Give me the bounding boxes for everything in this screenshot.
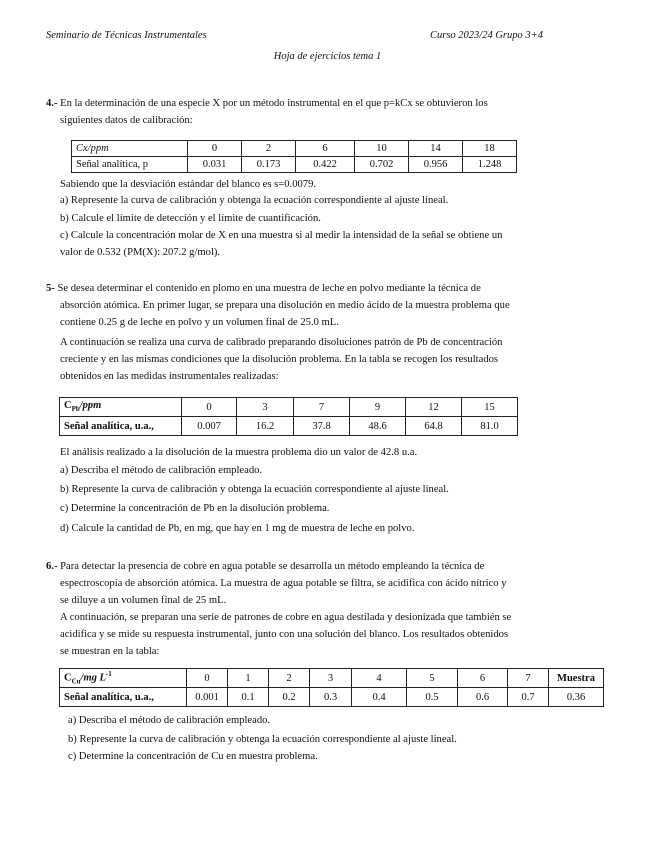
q6-text-1: Para detectar la presencia de cobre en agua potable se desarrolla un método empleando la técnica de [60,561,485,572]
q5-row2-label: Señal analítica, u.a., [60,417,182,436]
q4-number: 4.- [46,98,58,109]
q4-note: Sabiendo que la desviación estándar del blanco es s=0.0079. [60,179,317,190]
table-cell: 0.36 [549,688,604,707]
q5-line2: absorción atómica. En primer lugar, se prepara una disolución en medio ácido de la muestra problema que [60,300,510,311]
table-cell: 0.173 [242,157,296,173]
q6-item-a: a) Describa el método de calibración empleado. [68,715,271,726]
header-seminar: Seminario de Técnicas Instrumentales [46,30,207,41]
q5-item-b: b) Represente la curva de calibración y obtenga la ecuación correspondiente al ajuste lineal. [60,484,449,495]
q6-row1-label-main: C [64,672,72,684]
q6-line6: se muestran en la tabla: [60,646,160,657]
table-cell: 0.031 [188,157,242,173]
q6-row2-label: Señal analítica, u.a., [60,688,187,707]
q5-line5: creciente y en las mismas condiciones que la disolución problema. En la tabla se recogen los resultados [60,354,499,365]
table-row [72,141,517,157]
q4-item-c-line1: c) Calcule la concentración molar de X en una muestra si al medir la intensidad de la señal se obtiene un [60,230,503,241]
table-cell: 2 [242,141,296,157]
table-cell-muestra: Muestra [549,669,604,688]
header-course: Curso 2023/24 Grupo 3+4 [430,30,543,41]
q5-number: 5- [46,283,55,294]
table-cell: 64.8 [406,417,462,436]
table-cell: 7 [294,398,350,417]
table-cell: 0.6 [458,688,508,707]
q5-text-1: Se desea determinar el contenido en plomo en una muestra de leche en polvo mediante la técnica de [57,283,481,294]
q5-line1 [46,280,594,297]
table-cell: 37.8 [294,417,350,436]
q5-calibration-table [59,397,518,436]
table-cell: 0.2 [269,688,310,707]
q4-item-c-line2: valor de 0.532 (PM(X): 207.2 g/mol). [60,247,221,258]
q5-line3: contiene 0.25 g de leche en polvo y un volumen final de 25.0 mL. [60,317,339,328]
q4-row1-label: Cx/ppm [72,141,188,157]
table-cell: 3 [237,398,294,417]
table-cell: 81.0 [462,417,518,436]
q5-row1-label-unit: /ppm [79,400,102,412]
table-cell: 7 [508,669,549,688]
q5-row1-label [60,398,182,417]
page-subtitle: Hoja de ejercicios tema 1 [273,51,382,62]
q6-line5: acidifica y se mide su respuesta instrumental, junto con una solución del blanco. Los resultados obtenidos [60,629,509,640]
q5-line6: obtenidos en las medidas instrumentales realizadas: [60,371,279,382]
q4-row2-label: Señal analítica, p [72,157,188,173]
table-cell: 0.4 [352,688,407,707]
q5-row1-label-sub: Pb [71,405,80,414]
q5-item-a: a) Describa el método de calibración empleado. [60,465,263,476]
table-cell: 0.7 [508,688,549,707]
table-cell: 0 [187,669,228,688]
q4-item-a: a) Represente la curva de calibración y obtenga la ecuación correspondiente al ajuste lineal. [60,195,449,206]
table-cell: 0.3 [310,688,352,707]
q4-intro-text-1: En la determinación de una especie X por un método instrumental en el que p=kCx se obtuvieron los [60,98,488,109]
table-cell: 0.422 [296,157,355,173]
table-cell: 0 [182,398,237,417]
q6-item-c: c) Determine la concentración de Cu en muestra problema. [68,751,318,762]
q4-calibration-table [71,140,517,173]
table-cell: 0.702 [355,157,409,173]
q6-number: 6.- [46,561,58,572]
q5-item-c: c) Determine la concentración de Pb en la disolución problema. [60,503,330,514]
table-cell: 1.248 [463,157,517,173]
q6-row1-label-unit: /mg L [80,672,106,684]
table-row [60,398,518,417]
table-cell: 0.007 [182,417,237,436]
table-row [60,688,604,707]
table-row [72,157,517,173]
table-cell: 9 [350,398,406,417]
table-cell: 12 [406,398,462,417]
q5-line4: A continuación se realiza una curva de calibrado preparando disoluciones patrón de Pb de concentración [60,337,503,348]
table-cell: 48.6 [350,417,406,436]
table-row [60,417,518,436]
table-row [60,669,604,688]
table-cell: 0.001 [187,688,228,707]
table-cell: 0 [188,141,242,157]
table-cell: 15 [462,398,518,417]
q6-line4: A continuación, se preparan una serie de patrones de cobre en agua destilada y desionizada que también se [60,612,512,623]
table-cell: 4 [352,669,407,688]
q6-line3: se diluye a un volumen final de 25 mL. [60,595,227,606]
table-cell: 0.5 [407,688,458,707]
q5-note: El análisis realizado a la disolución de la muestra problema dio un valor de 42.8 u.a. [60,447,418,458]
q6-row1-label [60,669,187,688]
table-cell: 10 [355,141,409,157]
q5-item-d: d) Calcule la cantidad de Pb, en mg, que hay en 1 mg de muestra de leche en polvo. [60,523,415,534]
q4-intro-line2: siguientes datos de calibración: [60,115,193,126]
table-cell: 6 [296,141,355,157]
q5-row1-label-main: C [64,400,72,412]
table-cell: 18 [463,141,517,157]
table-cell: 1 [228,669,269,688]
q6-row1-label-sub: Cu [71,677,81,686]
q6-row1-label-sup: -1 [105,670,112,679]
q6-item-b: b) Represente la curva de calibración y obtenga la ecuación correspondiente al ajuste lineal. [68,734,457,745]
q6-line1 [46,558,594,575]
q4-item-b: b) Calcule el límite de detección y el límite de cuantificación. [60,213,321,224]
table-cell: 6 [458,669,508,688]
table-cell: 16.2 [237,417,294,436]
q6-calibration-table [59,668,604,707]
table-cell: 0.1 [228,688,269,707]
table-cell: 0.956 [409,157,463,173]
q6-line2: espectroscopía de absorción atómica. La muestra de agua potable se filtra, se acidifica con ácido nítrico y [60,578,507,589]
table-cell: 2 [269,669,310,688]
table-cell: 3 [310,669,352,688]
table-cell: 5 [407,669,458,688]
table-cell: 14 [409,141,463,157]
q4-intro-line1 [46,95,592,112]
